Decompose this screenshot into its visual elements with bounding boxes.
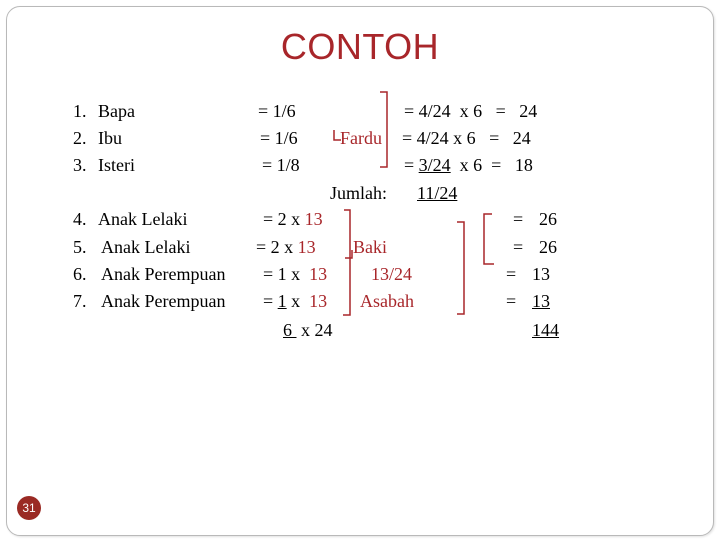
- result-bracket: [484, 214, 494, 264]
- baki-value: 13/24: [371, 264, 413, 284]
- result-eq: =: [506, 291, 517, 311]
- heir-num: 4.: [73, 209, 87, 229]
- asabah-total: 6 x 24: [283, 320, 333, 340]
- asabah-calc: = 1 x 13: [263, 291, 328, 311]
- asabah-label: Asabah: [360, 291, 414, 311]
- result-value: 26: [539, 209, 557, 229]
- fardu-left-hook: [334, 130, 341, 140]
- share-fraction: = 1/6: [260, 128, 298, 148]
- heir-num: 6.: [73, 264, 87, 284]
- result-eq: =: [513, 209, 524, 229]
- fardu-calc: = 3/24 x 6 = 18: [404, 155, 533, 175]
- result-total: 144: [532, 320, 559, 340]
- heir-name: Bapa: [98, 101, 135, 121]
- result-eq: =: [506, 264, 517, 284]
- heir-name: Ibu: [98, 128, 122, 148]
- baki-hook: [345, 250, 352, 258]
- asabah-left-bracket: [343, 210, 350, 315]
- result-value: 26: [539, 237, 557, 257]
- result-eq: =: [513, 237, 524, 257]
- result-value: 13: [532, 264, 550, 284]
- baki-label: Baki: [353, 237, 387, 257]
- heir-num: 2.: [73, 128, 87, 148]
- asabah-right-bracket: [457, 222, 464, 314]
- share-fraction: = 1/8: [262, 155, 300, 175]
- asabah-calc: = 2 x 13: [256, 237, 316, 257]
- heir-name: Anak Perempuan: [101, 264, 226, 284]
- fardu-label: Fardu: [340, 128, 382, 148]
- result-value: 13: [532, 291, 550, 311]
- heir-num: 1.: [73, 101, 87, 121]
- fardu-right-bracket: [380, 92, 387, 167]
- jumlah-label: Jumlah:: [330, 183, 387, 203]
- share-fraction: = 1/6: [258, 101, 296, 121]
- heir-name: Anak Lelaki: [98, 209, 188, 229]
- heir-num: 5.: [73, 237, 87, 257]
- jumlah-value: 11/24: [417, 183, 458, 203]
- heir-num: 3.: [73, 155, 87, 175]
- heir-name: Isteri: [98, 155, 135, 175]
- fardu-calc: = 4/24 x 6 = 24: [404, 101, 538, 121]
- asabah-calc: = 1 x 13: [263, 264, 328, 284]
- heir-num: 7.: [73, 291, 87, 311]
- slide-title: CONTOH: [280, 26, 440, 67]
- fardu-calc: = 4/24 x 6 = 24: [402, 128, 531, 148]
- heir-name: Anak Lelaki: [101, 237, 191, 257]
- asabah-calc: = 2 x 13: [263, 209, 323, 229]
- heir-name: Anak Perempuan: [101, 291, 226, 311]
- page-number-badge: 31: [17, 496, 41, 520]
